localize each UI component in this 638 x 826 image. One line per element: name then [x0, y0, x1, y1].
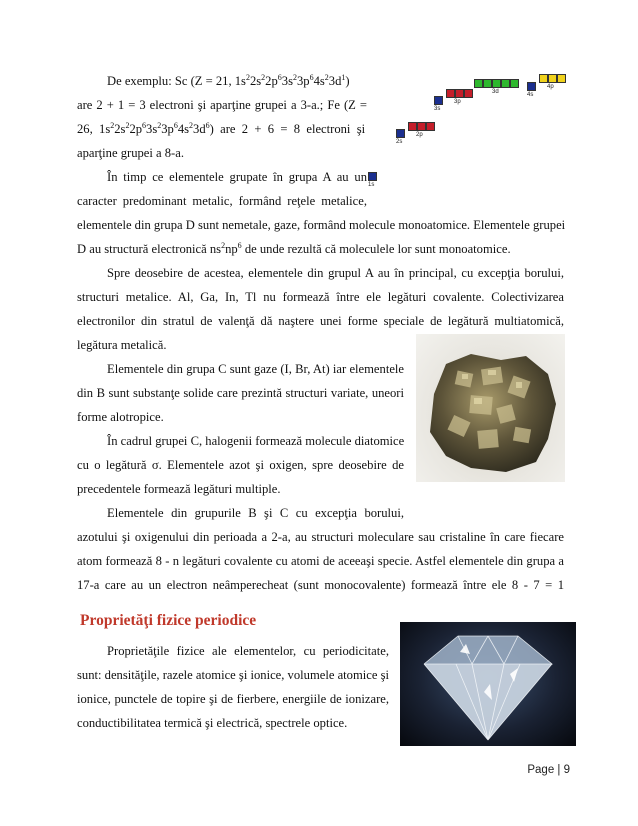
orbital-4p-box	[557, 74, 566, 83]
section-heading: Proprietăţi fizice periodice	[80, 612, 257, 629]
orbital-3p-box	[446, 89, 455, 98]
text-line: În timp ce elementele grupate în grupa A au un	[107, 170, 367, 184]
text-line: are 2 + 1 = 3 electroni şi aparţine grupei a 3-a.; Fe (Z =	[77, 98, 367, 112]
text-line: forme alotropice.	[77, 410, 164, 424]
text-line: atom formează 8 - n legături covalente cu atomi de aceeaşi specie. Astfel elementele din grupa a	[77, 554, 564, 568]
orbital-3p-box	[455, 89, 464, 98]
text-line: De exemplu: Sc (Z = 21, $1s^22s^22p^63s^23p^64s^23d^1$)	[107, 73, 350, 88]
text-line: D au structură electronică $ns^2np^6$ de unde rezultă că moleculele lor sunt monoatomice.	[77, 241, 511, 256]
orbital-4p-box	[548, 74, 557, 83]
text-line: legătura metalică.	[77, 338, 167, 352]
diamond-image	[400, 622, 576, 746]
orbital-3d-box	[510, 79, 519, 88]
pyrite-mineral-image	[416, 334, 565, 482]
orbital-label: 1s	[368, 182, 375, 188]
text-line: electronilor din stratul de valenţă dă naştere unei forme speciale de legătură multiatomică,	[77, 314, 564, 328]
orbital-label: 3d	[492, 89, 499, 95]
orbital-label: 2p	[416, 132, 423, 138]
orbital-1s-box	[368, 172, 377, 181]
text-line: Elementele din grupa C sunt gaze (I, Br, At) iar elementele	[107, 362, 404, 376]
text-line: azotului şi oxigenului din perioada a 2-a, au structuri moleculare sau cristaline în care fiecare	[77, 530, 564, 544]
orbital-label: 2s	[396, 139, 403, 145]
text-line: ionice, punctele de topire şi de fierbere, energiile de ionizare,	[77, 692, 389, 706]
text-line: caracter predominant metalic, formând reţele metalice,	[77, 194, 367, 208]
diamond-illustration	[400, 622, 576, 746]
text-line: aparţine grupei a 8-a.	[77, 146, 184, 160]
text-line: conductibilitatea termică şi electrică, spectrele optice.	[77, 716, 348, 730]
orbital-label: 4p	[547, 84, 554, 90]
text-line: 17-a care au un electron neâmperecheat (sunt monocovalente) formează între ele 8 - 7 = 1	[77, 578, 564, 592]
orbital-4s-box	[527, 82, 536, 91]
orbital-2p-box	[408, 122, 417, 131]
orbital-label: 3s	[434, 106, 441, 112]
text-line: cu o legătură σ. Elementele azot şi oxigen, spre deosebire de	[77, 458, 404, 472]
orbital-4p-box	[539, 74, 548, 83]
text-line: În cadrul grupei C, halogenii formează molecule diatomice	[107, 434, 405, 448]
orbital-label: 4s	[527, 92, 534, 98]
text-line: Spre deosebire de acestea, elementele din grupul A au în principal, cu excepţia borului,	[107, 266, 564, 280]
text-line: 26, $1s^22s^22p^63s^23p^64s^23d^6$) are 2 + 6 = 8 electroni şi	[77, 121, 366, 136]
pyrite-illustration	[416, 334, 565, 482]
page-number: Page | 9	[527, 764, 570, 776]
text-line: din B sunt substanţe solide care prezintă structuri variate, uneori	[77, 386, 404, 400]
orbital-3s-box	[434, 96, 443, 105]
orbital-label: 3p	[454, 99, 461, 105]
orbital-3d-box	[474, 79, 483, 88]
orbital-3d-box	[492, 79, 501, 88]
text-line: Proprietăţile fizice ale elementelor, cu periodicitate,	[107, 644, 389, 658]
orbital-2p-box	[417, 122, 426, 131]
orbital-3d-box	[501, 79, 510, 88]
orbital-3d-box	[483, 79, 492, 88]
orbital-3p-box	[464, 89, 473, 98]
orbital-2p-box	[426, 122, 435, 131]
text-line: elementele din grupa D sunt nemetale, gaze, formând molecule monoatomice. Elementele grupei	[77, 218, 566, 232]
text-line: precedentele formează legături multiple.	[77, 482, 281, 496]
text-line: structuri metalice. Al, Ga, In, Tl nu formează între ele legături covalente. Colectivizarea	[77, 290, 564, 304]
orbital-energy-diagram	[362, 72, 574, 192]
orbital-2s-box	[396, 129, 405, 138]
text-line: sunt: densităţile, razele atomice şi ionice, volumele atomice şi	[77, 668, 389, 682]
text-line: Elementele din grupurile B şi C cu excepţia borului,	[107, 506, 404, 520]
